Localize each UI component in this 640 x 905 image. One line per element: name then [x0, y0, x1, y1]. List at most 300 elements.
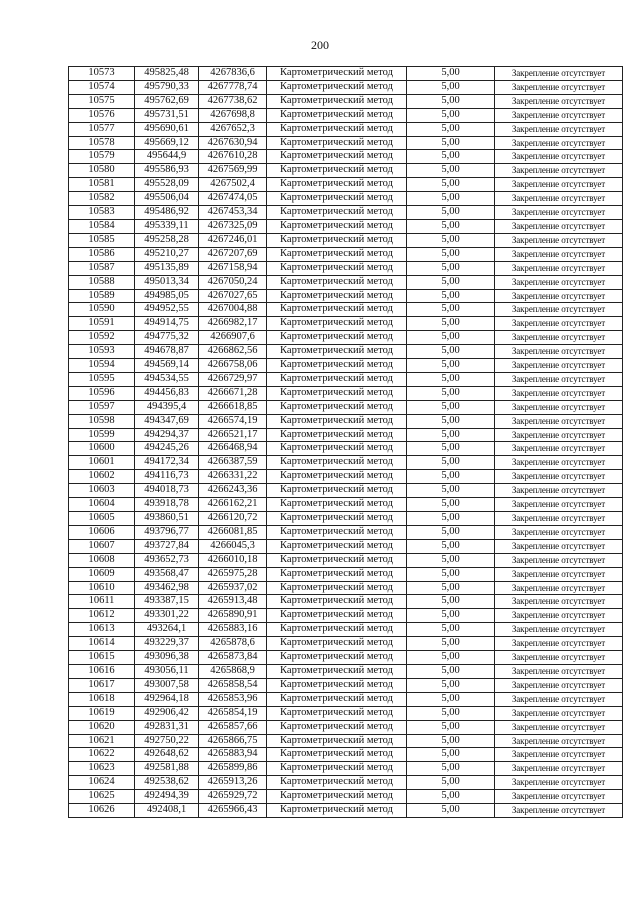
method-cell: Картометрический метод	[267, 692, 407, 706]
y-coordinate-cell: 4266162,21	[199, 498, 267, 512]
accuracy-cell: 5,00	[407, 762, 495, 776]
y-coordinate-cell: 4267474,05	[199, 192, 267, 206]
point-number-cell: 10610	[69, 581, 135, 595]
method-cell: Картометрический метод	[267, 664, 407, 678]
accuracy-cell: 5,00	[407, 150, 495, 164]
table-row	[69, 400, 623, 414]
point-number-cell: 10576	[69, 108, 135, 122]
table-row	[69, 581, 623, 595]
y-coordinate-cell: 4265854,19	[199, 706, 267, 720]
accuracy-cell: 5,00	[407, 804, 495, 818]
table-row	[69, 94, 623, 108]
point-number-cell: 10584	[69, 219, 135, 233]
accuracy-cell: 5,00	[407, 498, 495, 512]
y-coordinate-cell: 4267778,74	[199, 80, 267, 94]
y-coordinate-cell: 4266729,97	[199, 372, 267, 386]
method-cell: Картометрический метод	[267, 359, 407, 373]
y-coordinate-cell: 4266010,18	[199, 553, 267, 567]
x-coordinate-cell: 495528,09	[135, 178, 199, 192]
x-coordinate-cell: 493096,38	[135, 651, 199, 665]
accuracy-cell: 5,00	[407, 776, 495, 790]
x-coordinate-cell: 495339,11	[135, 219, 199, 233]
table-row	[69, 122, 623, 136]
method-cell: Картометрический метод	[267, 150, 407, 164]
table-row	[69, 233, 623, 247]
point-number-cell: 10588	[69, 275, 135, 289]
point-number-cell: 10586	[69, 247, 135, 261]
accuracy-cell: 5,00	[407, 80, 495, 94]
x-coordinate-cell: 493007,58	[135, 678, 199, 692]
table-row	[69, 414, 623, 428]
x-coordinate-cell: 494534,55	[135, 372, 199, 386]
accuracy-cell: 5,00	[407, 94, 495, 108]
accuracy-cell: 5,00	[407, 192, 495, 206]
x-coordinate-cell: 495258,28	[135, 233, 199, 247]
fixing-description-cell: Закрепление отсутствует	[495, 484, 623, 498]
fixing-description-cell: Закрепление отсутствует	[495, 442, 623, 456]
fixing-description-cell: Закрепление отсутствует	[495, 525, 623, 539]
accuracy-cell: 5,00	[407, 512, 495, 526]
accuracy-cell: 5,00	[407, 164, 495, 178]
table-row	[69, 525, 623, 539]
table-row	[69, 303, 623, 317]
table-row	[69, 108, 623, 122]
x-coordinate-cell: 494985,05	[135, 289, 199, 303]
y-coordinate-cell: 4265868,9	[199, 664, 267, 678]
y-coordinate-cell: 4265873,84	[199, 651, 267, 665]
table-row	[69, 219, 623, 233]
x-coordinate-cell: 493860,51	[135, 512, 199, 526]
table-row	[69, 539, 623, 553]
method-cell: Картометрический метод	[267, 122, 407, 136]
x-coordinate-cell: 494952,55	[135, 303, 199, 317]
accuracy-cell: 5,00	[407, 525, 495, 539]
method-cell: Картометрический метод	[267, 567, 407, 581]
fixing-description-cell: Закрепление отсутствует	[495, 359, 623, 373]
method-cell: Картометрический метод	[267, 706, 407, 720]
x-coordinate-cell: 494569,14	[135, 359, 199, 373]
x-coordinate-cell: 494245,26	[135, 442, 199, 456]
x-coordinate-cell: 495486,92	[135, 206, 199, 220]
method-cell: Картометрический метод	[267, 651, 407, 665]
fixing-description-cell: Закрепление отсутствует	[495, 581, 623, 595]
point-number-cell: 10619	[69, 706, 135, 720]
x-coordinate-cell: 494914,75	[135, 317, 199, 331]
method-cell: Картометрический метод	[267, 386, 407, 400]
table-row	[69, 595, 623, 609]
fixing-description-cell: Закрепление отсутствует	[495, 80, 623, 94]
table-row	[69, 192, 623, 206]
x-coordinate-cell: 494347,69	[135, 414, 199, 428]
x-coordinate-cell: 493796,77	[135, 525, 199, 539]
fixing-description-cell: Закрепление отсутствует	[495, 386, 623, 400]
fixing-description-cell: Закрепление отсутствует	[495, 275, 623, 289]
table-row	[69, 275, 623, 289]
method-cell: Картометрический метод	[267, 609, 407, 623]
y-coordinate-cell: 4265883,94	[199, 748, 267, 762]
accuracy-cell: 5,00	[407, 748, 495, 762]
table-row	[69, 748, 623, 762]
fixing-description-cell: Закрепление отсутствует	[495, 178, 623, 192]
coordinates-table-body	[69, 67, 623, 818]
method-cell: Картометрический метод	[267, 790, 407, 804]
x-coordinate-cell: 495135,89	[135, 261, 199, 275]
fixing-description-cell: Закрепление отсутствует	[495, 331, 623, 345]
y-coordinate-cell: 4266574,19	[199, 414, 267, 428]
x-coordinate-cell: 493264,1	[135, 623, 199, 637]
table-row	[69, 67, 623, 81]
method-cell: Картометрический метод	[267, 581, 407, 595]
method-cell: Картометрический метод	[267, 804, 407, 818]
method-cell: Картометрический метод	[267, 108, 407, 122]
y-coordinate-cell: 4265866,75	[199, 734, 267, 748]
table-row	[69, 734, 623, 748]
table-row	[69, 762, 623, 776]
x-coordinate-cell: 495013,34	[135, 275, 199, 289]
accuracy-cell: 5,00	[407, 67, 495, 81]
point-number-cell: 10573	[69, 67, 135, 81]
y-coordinate-cell: 4267453,34	[199, 206, 267, 220]
point-number-cell: 10577	[69, 122, 135, 136]
fixing-description-cell: Закрепление отсутствует	[495, 456, 623, 470]
fixing-description-cell: Закрепление отсутствует	[495, 150, 623, 164]
y-coordinate-cell: 4266671,28	[199, 386, 267, 400]
point-number-cell: 10608	[69, 553, 135, 567]
y-coordinate-cell: 4266468,94	[199, 442, 267, 456]
y-coordinate-cell: 4267569,99	[199, 164, 267, 178]
point-number-cell: 10621	[69, 734, 135, 748]
y-coordinate-cell: 4267502,4	[199, 178, 267, 192]
x-coordinate-cell: 494116,73	[135, 470, 199, 484]
fixing-description-cell: Закрепление отсутствует	[495, 303, 623, 317]
table-row	[69, 289, 623, 303]
x-coordinate-cell: 495690,61	[135, 122, 199, 136]
method-cell: Картометрический метод	[267, 400, 407, 414]
fixing-description-cell: Закрепление отсутствует	[495, 512, 623, 526]
y-coordinate-cell: 4266081,85	[199, 525, 267, 539]
table-row	[69, 651, 623, 665]
table-row	[69, 456, 623, 470]
y-coordinate-cell: 4265853,96	[199, 692, 267, 706]
y-coordinate-cell: 4266331,22	[199, 470, 267, 484]
point-number-cell: 10579	[69, 150, 135, 164]
y-coordinate-cell: 4267004,88	[199, 303, 267, 317]
table-row	[69, 164, 623, 178]
point-number-cell: 10614	[69, 637, 135, 651]
y-coordinate-cell: 4266045,3	[199, 539, 267, 553]
accuracy-cell: 5,00	[407, 734, 495, 748]
point-number-cell: 10600	[69, 442, 135, 456]
x-coordinate-cell: 495790,33	[135, 80, 199, 94]
point-number-cell: 10575	[69, 94, 135, 108]
fixing-description-cell: Закрепление отсутствует	[495, 219, 623, 233]
method-cell: Картометрический метод	[267, 192, 407, 206]
y-coordinate-cell: 4265890,91	[199, 609, 267, 623]
x-coordinate-cell: 492648,62	[135, 748, 199, 762]
table-row	[69, 609, 623, 623]
point-number-cell: 10583	[69, 206, 135, 220]
x-coordinate-cell: 493462,98	[135, 581, 199, 595]
x-coordinate-cell: 494678,87	[135, 345, 199, 359]
point-number-cell: 10582	[69, 192, 135, 206]
fixing-description-cell: Закрепление отсутствует	[495, 428, 623, 442]
method-cell: Картометрический метод	[267, 637, 407, 651]
y-coordinate-cell: 4265857,66	[199, 720, 267, 734]
y-coordinate-cell: 4266982,17	[199, 317, 267, 331]
y-coordinate-cell: 4265937,02	[199, 581, 267, 595]
y-coordinate-cell: 4267698,8	[199, 108, 267, 122]
method-cell: Картометрический метод	[267, 303, 407, 317]
point-number-cell: 10612	[69, 609, 135, 623]
fixing-description-cell: Закрепление отсутствует	[495, 470, 623, 484]
accuracy-cell: 5,00	[407, 108, 495, 122]
x-coordinate-cell: 493229,37	[135, 637, 199, 651]
table-row	[69, 317, 623, 331]
y-coordinate-cell: 4267630,94	[199, 136, 267, 150]
table-row	[69, 372, 623, 386]
y-coordinate-cell: 4267610,28	[199, 150, 267, 164]
method-cell: Картометрический метод	[267, 456, 407, 470]
fixing-description-cell: Закрепление отсутствует	[495, 664, 623, 678]
point-number-cell: 10617	[69, 678, 135, 692]
point-number-cell: 10626	[69, 804, 135, 818]
table-row	[69, 80, 623, 94]
x-coordinate-cell: 492494,39	[135, 790, 199, 804]
table-row	[69, 178, 623, 192]
point-number-cell: 10613	[69, 623, 135, 637]
table-row	[69, 637, 623, 651]
accuracy-cell: 5,00	[407, 637, 495, 651]
method-cell: Картометрический метод	[267, 623, 407, 637]
method-cell: Картометрический метод	[267, 470, 407, 484]
table-row	[69, 261, 623, 275]
table-row	[69, 206, 623, 220]
accuracy-cell: 5,00	[407, 720, 495, 734]
fixing-description-cell: Закрепление отсутствует	[495, 317, 623, 331]
point-number-cell: 10618	[69, 692, 135, 706]
x-coordinate-cell: 493652,73	[135, 553, 199, 567]
fixing-description-cell: Закрепление отсутствует	[495, 498, 623, 512]
method-cell: Картометрический метод	[267, 261, 407, 275]
fixing-description-cell: Закрепление отсутствует	[495, 651, 623, 665]
y-coordinate-cell: 4267158,94	[199, 261, 267, 275]
table-row	[69, 470, 623, 484]
fixing-description-cell: Закрепление отсутствует	[495, 637, 623, 651]
table-row	[69, 345, 623, 359]
table-row	[69, 484, 623, 498]
fixing-description-cell: Закрепление отсутствует	[495, 804, 623, 818]
accuracy-cell: 5,00	[407, 651, 495, 665]
method-cell: Картометрический метод	[267, 275, 407, 289]
method-cell: Картометрический метод	[267, 414, 407, 428]
fixing-description-cell: Закрепление отсутствует	[495, 164, 623, 178]
y-coordinate-cell: 4266387,59	[199, 456, 267, 470]
table-row	[69, 331, 623, 345]
accuracy-cell: 5,00	[407, 345, 495, 359]
accuracy-cell: 5,00	[407, 553, 495, 567]
x-coordinate-cell: 495506,04	[135, 192, 199, 206]
point-number-cell: 10624	[69, 776, 135, 790]
x-coordinate-cell: 495644,9	[135, 150, 199, 164]
fixing-description-cell: Закрепление отсутствует	[495, 233, 623, 247]
accuracy-cell: 5,00	[407, 136, 495, 150]
table-row	[69, 136, 623, 150]
accuracy-cell: 5,00	[407, 247, 495, 261]
point-number-cell: 10611	[69, 595, 135, 609]
y-coordinate-cell: 4266862,56	[199, 345, 267, 359]
fixing-description-cell: Закрепление отсутствует	[495, 706, 623, 720]
method-cell: Картометрический метод	[267, 247, 407, 261]
y-coordinate-cell: 4267207,69	[199, 247, 267, 261]
fixing-description-cell: Закрепление отсутствует	[495, 776, 623, 790]
point-number-cell: 10602	[69, 470, 135, 484]
y-coordinate-cell: 4265899,86	[199, 762, 267, 776]
x-coordinate-cell: 493727,84	[135, 539, 199, 553]
method-cell: Картометрический метод	[267, 136, 407, 150]
accuracy-cell: 5,00	[407, 609, 495, 623]
fixing-description-cell: Закрепление отсутствует	[495, 136, 623, 150]
accuracy-cell: 5,00	[407, 428, 495, 442]
point-number-cell: 10594	[69, 359, 135, 373]
table-row	[69, 692, 623, 706]
method-cell: Картометрический метод	[267, 219, 407, 233]
x-coordinate-cell: 494456,83	[135, 386, 199, 400]
x-coordinate-cell: 495731,51	[135, 108, 199, 122]
accuracy-cell: 5,00	[407, 581, 495, 595]
method-cell: Картометрический метод	[267, 734, 407, 748]
accuracy-cell: 5,00	[407, 678, 495, 692]
x-coordinate-cell: 495669,12	[135, 136, 199, 150]
point-number-cell: 10625	[69, 790, 135, 804]
accuracy-cell: 5,00	[407, 414, 495, 428]
fixing-description-cell: Закрепление отсутствует	[495, 762, 623, 776]
fixing-description-cell: Закрепление отсутствует	[495, 122, 623, 136]
method-cell: Картометрический метод	[267, 512, 407, 526]
y-coordinate-cell: 4267836,6	[199, 67, 267, 81]
x-coordinate-cell: 493301,22	[135, 609, 199, 623]
y-coordinate-cell: 4265858,54	[199, 678, 267, 692]
method-cell: Картометрический метод	[267, 762, 407, 776]
accuracy-cell: 5,00	[407, 442, 495, 456]
fixing-description-cell: Закрепление отсутствует	[495, 609, 623, 623]
table-row	[69, 553, 623, 567]
y-coordinate-cell: 4266521,17	[199, 428, 267, 442]
point-number-cell: 10589	[69, 289, 135, 303]
method-cell: Картометрический метод	[267, 539, 407, 553]
point-number-cell: 10596	[69, 386, 135, 400]
y-coordinate-cell: 4265929,72	[199, 790, 267, 804]
table-row	[69, 498, 623, 512]
x-coordinate-cell: 493056,11	[135, 664, 199, 678]
table-row	[69, 720, 623, 734]
x-coordinate-cell: 495210,27	[135, 247, 199, 261]
fixing-description-cell: Закрепление отсутствует	[495, 734, 623, 748]
y-coordinate-cell: 4266618,85	[199, 400, 267, 414]
y-coordinate-cell: 4265975,28	[199, 567, 267, 581]
method-cell: Картометрический метод	[267, 372, 407, 386]
fixing-description-cell: Закрепление отсутствует	[495, 372, 623, 386]
table-row	[69, 804, 623, 818]
table-row	[69, 678, 623, 692]
method-cell: Картометрический метод	[267, 233, 407, 247]
point-number-cell: 10605	[69, 512, 135, 526]
point-number-cell: 10597	[69, 400, 135, 414]
accuracy-cell: 5,00	[407, 539, 495, 553]
x-coordinate-cell: 492581,88	[135, 762, 199, 776]
method-cell: Картометрический метод	[267, 595, 407, 609]
point-number-cell: 10601	[69, 456, 135, 470]
x-coordinate-cell: 494775,32	[135, 331, 199, 345]
y-coordinate-cell: 4267738,62	[199, 94, 267, 108]
fixing-description-cell: Закрепление отсутствует	[495, 623, 623, 637]
table-row	[69, 512, 623, 526]
x-coordinate-cell: 492538,62	[135, 776, 199, 790]
fixing-description-cell: Закрепление отсутствует	[495, 247, 623, 261]
y-coordinate-cell: 4265966,43	[199, 804, 267, 818]
method-cell: Картометрический метод	[267, 428, 407, 442]
table-row	[69, 776, 623, 790]
x-coordinate-cell: 492906,42	[135, 706, 199, 720]
accuracy-cell: 5,00	[407, 400, 495, 414]
y-coordinate-cell: 4266243,36	[199, 484, 267, 498]
x-coordinate-cell: 495825,48	[135, 67, 199, 81]
fixing-description-cell: Закрепление отсутствует	[495, 790, 623, 804]
method-cell: Картометрический метод	[267, 442, 407, 456]
y-coordinate-cell: 4265913,26	[199, 776, 267, 790]
table-row	[69, 664, 623, 678]
accuracy-cell: 5,00	[407, 331, 495, 345]
table-row	[69, 359, 623, 373]
y-coordinate-cell: 4265913,48	[199, 595, 267, 609]
point-number-cell: 10606	[69, 525, 135, 539]
point-number-cell: 10591	[69, 317, 135, 331]
table-row	[69, 706, 623, 720]
method-cell: Картометрический метод	[267, 331, 407, 345]
point-number-cell: 10603	[69, 484, 135, 498]
table-row	[69, 150, 623, 164]
point-number-cell: 10595	[69, 372, 135, 386]
point-number-cell: 10599	[69, 428, 135, 442]
accuracy-cell: 5,00	[407, 664, 495, 678]
table-row	[69, 247, 623, 261]
fixing-description-cell: Закрепление отсутствует	[495, 261, 623, 275]
method-cell: Картометрический метод	[267, 164, 407, 178]
accuracy-cell: 5,00	[407, 386, 495, 400]
accuracy-cell: 5,00	[407, 706, 495, 720]
y-coordinate-cell: 4265878,6	[199, 637, 267, 651]
fixing-description-cell: Закрепление отсутствует	[495, 192, 623, 206]
point-number-cell: 10585	[69, 233, 135, 247]
x-coordinate-cell: 495586,93	[135, 164, 199, 178]
accuracy-cell: 5,00	[407, 178, 495, 192]
fixing-description-cell: Закрепление отсутствует	[495, 414, 623, 428]
table-row	[69, 442, 623, 456]
accuracy-cell: 5,00	[407, 470, 495, 484]
y-coordinate-cell: 4267246,01	[199, 233, 267, 247]
method-cell: Картометрический метод	[267, 345, 407, 359]
point-number-cell: 10598	[69, 414, 135, 428]
point-number-cell: 10590	[69, 303, 135, 317]
fixing-description-cell: Закрепление отсутствует	[495, 720, 623, 734]
point-number-cell: 10616	[69, 664, 135, 678]
method-cell: Картометрический метод	[267, 80, 407, 94]
accuracy-cell: 5,00	[407, 275, 495, 289]
fixing-description-cell: Закрепление отсутствует	[495, 678, 623, 692]
point-number-cell: 10607	[69, 539, 135, 553]
method-cell: Картометрический метод	[267, 678, 407, 692]
method-cell: Картометрический метод	[267, 178, 407, 192]
table-row	[69, 567, 623, 581]
